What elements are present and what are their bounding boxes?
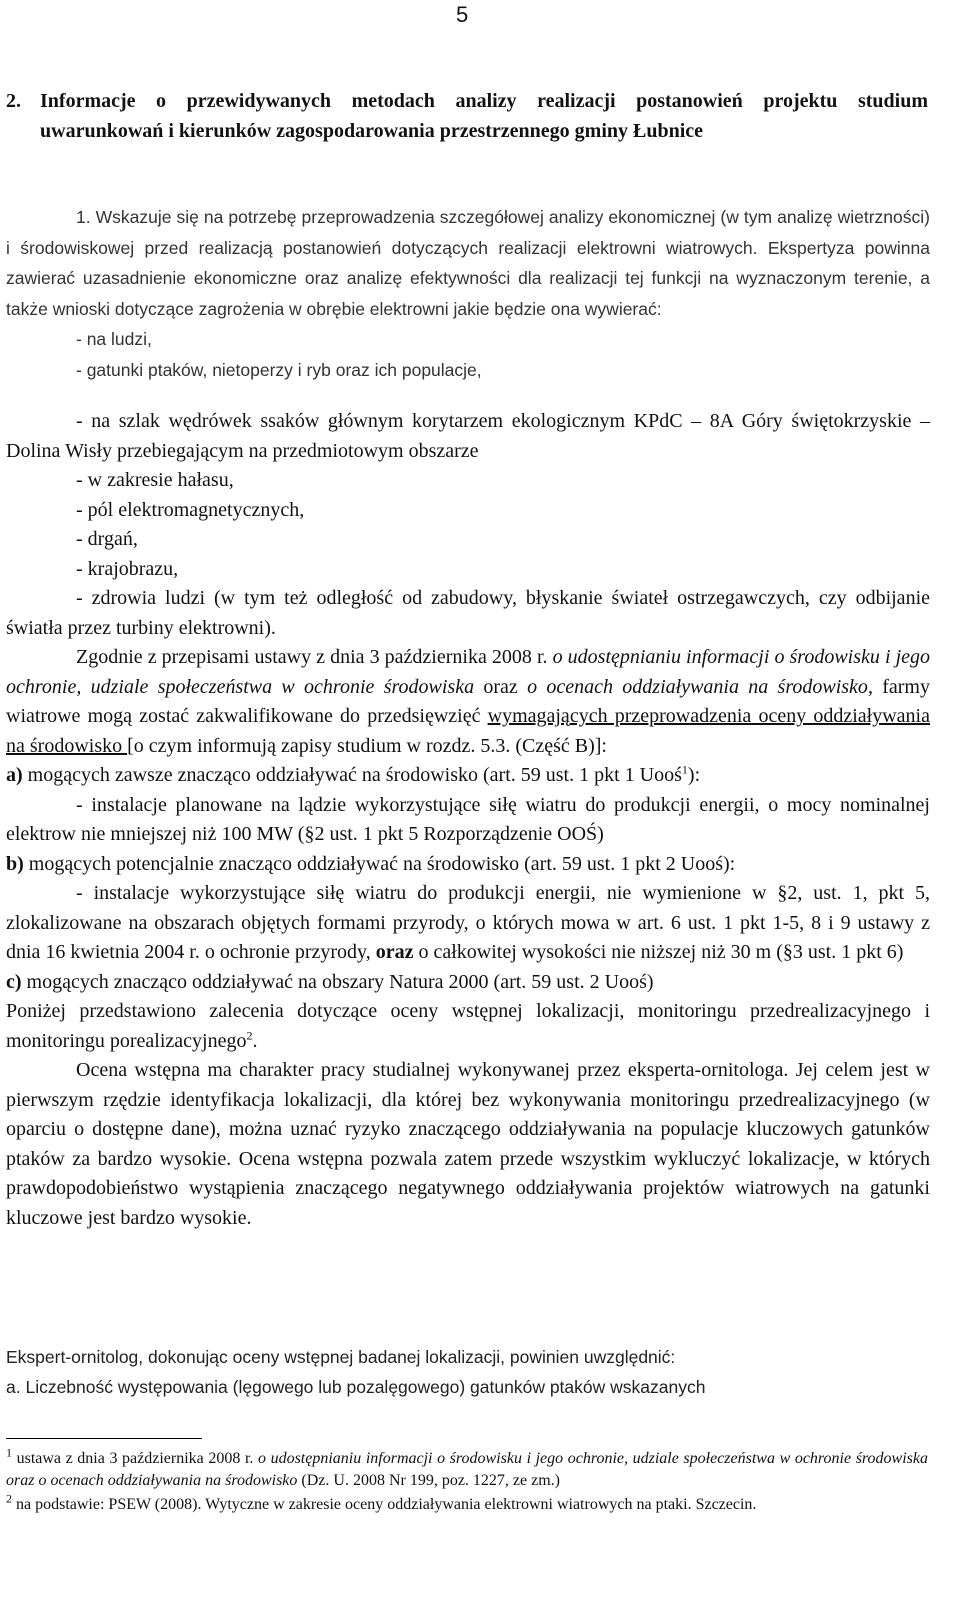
- footnote-divider: [6, 1438, 202, 1439]
- footnote-ref: 1: [681, 762, 688, 777]
- list-item: - krajobrazu,: [76, 557, 179, 580]
- heading-text: Informacje o przewidywanych metodach analizy realizacji postanowień projektu studium uwarunkowań i kierunków zagospodarowania przestrzennego gminy Łubnice: [40, 90, 928, 142]
- expert-paragraph: Ekspert-ornitolog, dokonując oceny wstępnej badanej lokalizacji, powinien uwzględnić:: [6, 1347, 676, 1367]
- expert-block: [6, 1342, 930, 1402]
- heading-number: 2.: [6, 90, 21, 112]
- footnotes: [6, 1445, 929, 1518]
- list-item: - pól elektromagnetycznych,: [76, 498, 305, 521]
- category-b: b) mogących potencjalnie znacząco oddziaływać na środowisko (art. 59 ust. 1 pkt 2 Uooś):: [6, 852, 736, 875]
- intro-block: [6, 202, 930, 385]
- category-a-item: - instalacje planowane na lądzie wykorzystujące siłę wiatru do produkcji energii, o mocy nominalnej elektrow nie mniejszej niż 100 MW (§2 ust. 1 pkt 5 Rozporządzenie OOŚ): [6, 793, 930, 845]
- law-title: o udostępnianiu informacji o środowisku i jego ochronie, udziale społeczeństwa w ochronie środowiska: [6, 646, 930, 698]
- list-item: - drgań,: [76, 528, 138, 550]
- list-item: - gatunki ptaków, nietoperzy i ryb oraz ich populacje,: [76, 359, 482, 380]
- recommendation-paragraph: Poniżej przedstawiono zalecenia dotyczące oceny wstępnej lokalizacji, monitoringu przedrealizacyjnego i monitoringu porealizacyjnego$^2$.: [6, 1000, 930, 1052]
- category-c: c) mogących znacząco oddziaływać na obszary Natura 2000 (art. 59 ust. 2 Uooś): [6, 970, 654, 993]
- list-item: - w zakresie hałasu,: [76, 469, 234, 491]
- category-a: a) mogących zawsze znacząco oddziaływać na środowisko (art. 59 ust. 1 pkt 1 Uooś$^1$):: [6, 762, 701, 786]
- list-item: - zdrowia ludzi (w tym też odległość od zabudowy, błyskanie świateł ostrzegawczych, czy odbijanie światła przez turbiny elektrowni).: [6, 587, 930, 639]
- footnote-1: $^1$ ustawa z dnia 3 października 2008 r. o udostępnianiu informacji o środowisku i jego ochronie, udziale społeczeństwa w ochronie środowiska oraz o ocenach oddziaływania na środowisko (Dz. U. 2008 Nr 199, poz. 1227, ze zm.): [6, 1445, 929, 1489]
- footnote-ref: 2: [246, 1027, 253, 1042]
- section-heading: [6, 86, 928, 146]
- footnote-2: $^2$ na podstawie: PSEW (2008). Wytyczne w zakresie oceny oddziaływania elektrowni wiatrowych na ptaki. Szczecin.: [6, 1491, 757, 1513]
- law-paragraph: Zgodnie z przepisami ustawy z dnia 3 października 2008 r. o udostępnianiu informacji o środowisku i jego ochronie, udziale społeczeństwa w ochronie środowiska oraz o ocenach oddziaływania na środowisko, farmy wiatrowe mogą zostać zakwalifikowane do przedsięwzięć wymagających przeprowadzenia oceny oddziaływania na środowisko [o czym informują zapisy studium w rozdz. 5.3. (Część B)]:: [6, 646, 930, 757]
- law-title: o ocenach oddziaływania na środowisko: [527, 675, 868, 698]
- list-item-a: a. Liczebność występowania (lęgowego lub pozalęgowego) gatunków ptaków wskazanych: [6, 1377, 706, 1397]
- list-item: - na ludzi,: [76, 329, 152, 349]
- underlined-text: wymagających przeprowadzenia oceny oddziaływania na środowisko: [6, 705, 930, 757]
- category-b-item: - instalacje wykorzystujące siłę wiatru do produkcji energii, nie wymienione w §2, ust. 1, pkt 5, zlokalizowane na obszarach objętych formami przyrody, o których mowa w art. 6 ust. 1 pkt 1-5, 8 i 9 ustawy z dnia 16 kwietnia 2004 r. o ochronie przyrody, oraz o całkowitej wysokości nie niższej niż 30 m (§3 ust. 1 pkt 6): [6, 882, 930, 963]
- page-number: 5: [456, 2, 469, 27]
- main-block: [6, 407, 930, 1233]
- list-item: - na szlak wędrówek ssaków głównym korytarzem ekologicznym KPdC – 8A Góry świętokrzyskie – Dolina Wisły przebiegającym na przedmiotowym obszarze: [6, 410, 930, 462]
- paragraph-1: 1. Wskazuje się na potrzebę przeprowadzenia szczegółowej analizy ekonomicznej (w tym analizę wietrzności) i środowiskowej przed realizacją postanowień dotyczących realizacji elektrowni wiatrowych. Ekspertyza powinna zawierać uzasadnienie ekonomiczne oraz analizę efektywności dla realizacji tej funkcji na wyznaczonym terenie, a także wnioski dotyczące zagrożenia w obrębie elektrowni jakie będzie ona wywierać:: [6, 207, 930, 319]
- assessment-paragraph: Ocena wstępna ma charakter pracy studialnej wykonywanej przez eksperta-ornitologa. Jej celem jest w pierwszym rzędzie identyfikacja lokalizacji, dla której bez wykonywania monitoringu przedrealizacyjnego (w oparciu o dostępne dane), można uznać ryzyko znaczącego oddziaływania na populacje kluczowych gatunków ptaków za bardzo wysokie. Ocena wstępna pozwala zatem przede wszystkim wykluczyć lokalizacje, w których prawdopodobieństwo wystąpienia znaczącego negatywnego oddziaływania projektów wiatrowych na gatunki kluczowe jest bardzo wysokie.: [6, 1059, 930, 1229]
